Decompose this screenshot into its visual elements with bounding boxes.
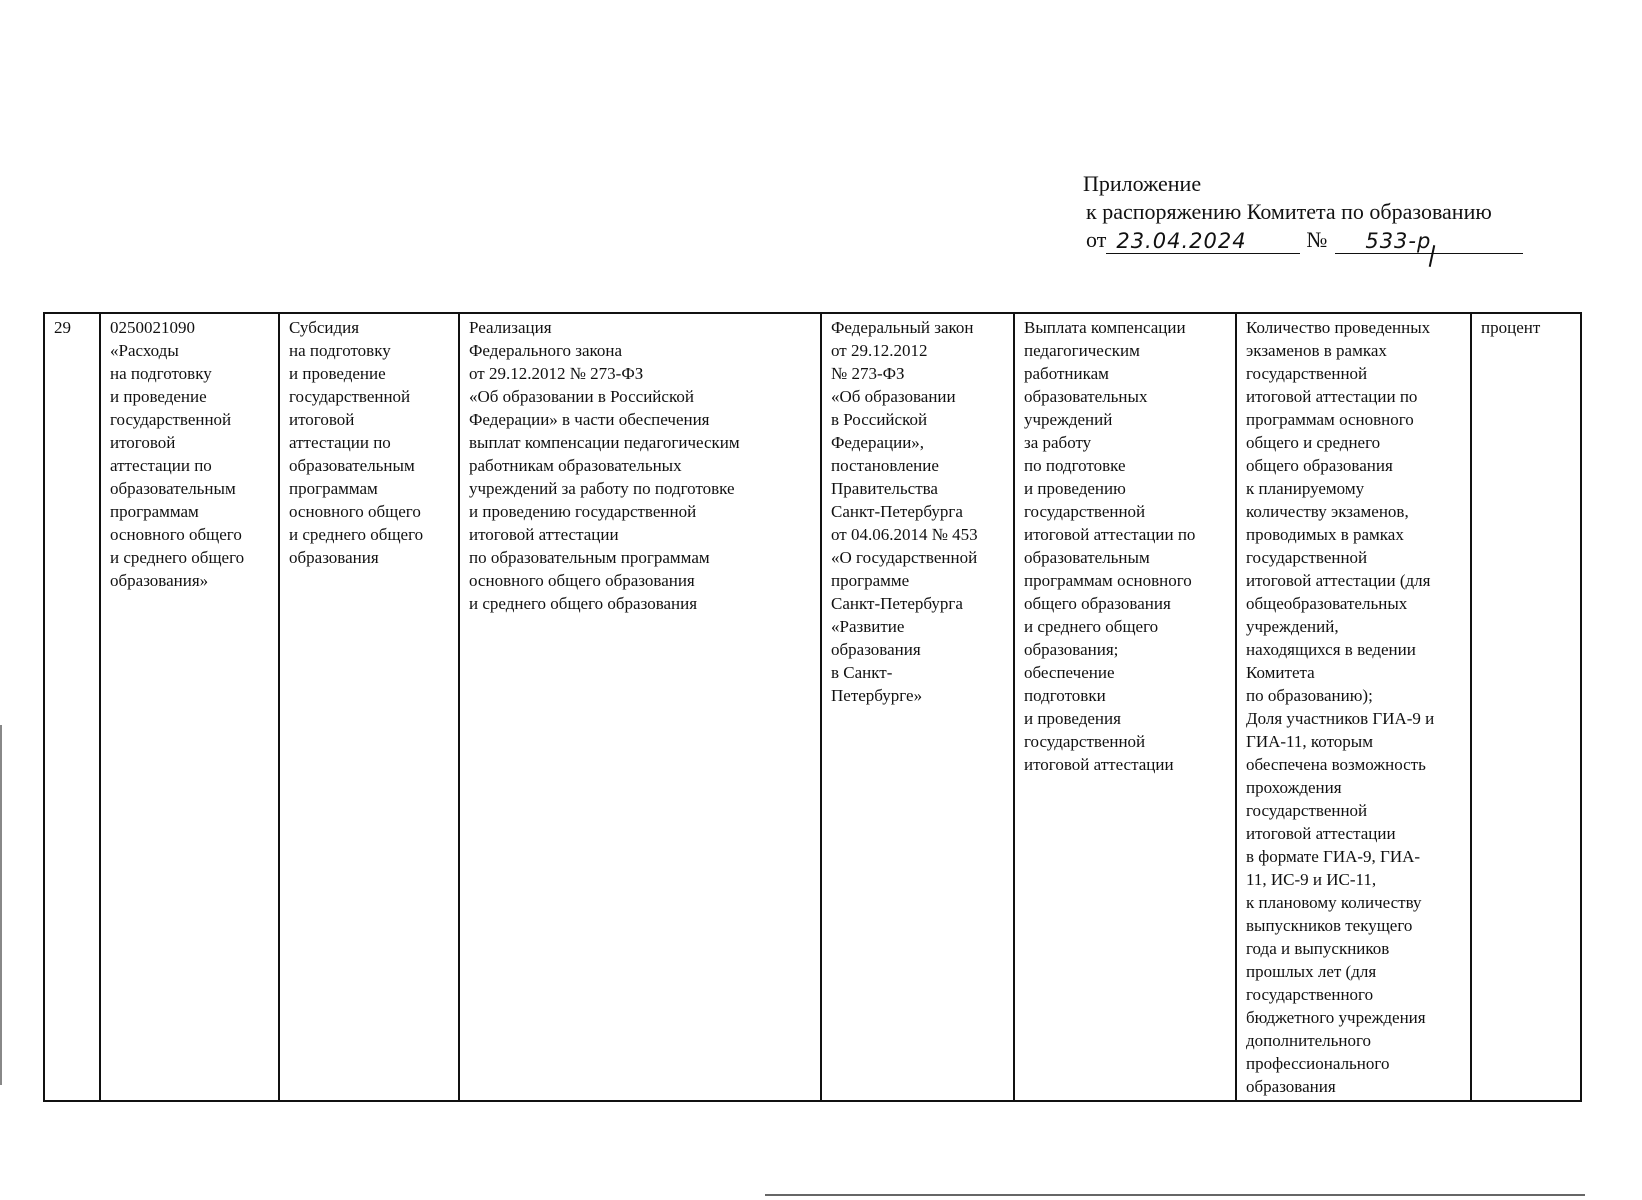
budget-code-cell: 0250021090 «Расходы на подготовку и проведение государственной итоговой аттестации по образовательным программам основного общего и среднего общего образования» (100, 313, 279, 1101)
unit-cell: процент (1471, 313, 1581, 1101)
appendix-date-number-line (1083, 226, 1543, 254)
date-prefix: от (1086, 227, 1107, 252)
handwritten-number: 533-р (1335, 229, 1523, 254)
legal-basis-cell: Федеральный закон от 29.12.2012 № 273-ФЗ «Об образовании в Российской Федерации», постановление Правительства Санкт-Петербурга от 04.06.2014 № 453 «О государственной программе Санкт-Петербурга «Развитие образования в Санкт- Петербурге» (821, 313, 1014, 1101)
table-row (44, 313, 1581, 1101)
scan-edge-artifact (0, 725, 2, 1085)
subsidy-name-cell: Субсидия на подготовку и проведение государственной итоговой аттестации по образовательным программам основного общего и среднего общего образования (279, 313, 459, 1101)
row-number-cell: 29 (44, 313, 100, 1101)
handwritten-date: 23.04.2024 (1106, 229, 1300, 254)
document-header (1083, 170, 1543, 254)
appendix-title: Приложение (1083, 171, 1202, 196)
subsidy-purpose-cell: Реализация Федерального закона от 29.12.2012 № 273-ФЗ «Об образовании в Российской Федерации» в части обеспечения выплат компенсации педагогическим работникам образовательных учреждений за работу по подготовке и проведению государственной итоговой аттестации по образовательным программам основного общего образования и среднего общего образования (459, 313, 821, 1101)
appendix-table (43, 312, 1582, 1102)
result-cell: Выплата компенсации педагогическим работникам образовательных учреждений за работу по подготовке и проведению государственной итоговой аттестации по образовательным программам основного общего образования и среднего общего образования; обеспечение подготовки и проведения государственной итоговой аттестации (1014, 313, 1236, 1101)
number-sign: № (1306, 227, 1328, 252)
scan-bottom-artifact (765, 1194, 1585, 1196)
appendix-subtitle: к распоряжению Комитета по образованию (1086, 199, 1492, 224)
indicator-cell: Количество проведенных экзаменов в рамках государственной итоговой аттестации по программам основного общего и среднего общего образования к планируемому количеству экзаменов, проводимых в рамках государственной итоговой аттестации (для общеобразовательных учреждений, находящихся в ведении Комитета по образованию); Доля участников ГИА-9 и ГИА-11, которым обеспечена возможность прохождения государственной итоговой аттестации в формате ГИА-9, ГИА- 11, ИС-9 и ИС-11, к плановому количеству выпускников текущего года и выпускников прошлых лет (для государственного бюджетного учреждения дополнительного профессионального образования (1236, 313, 1471, 1101)
